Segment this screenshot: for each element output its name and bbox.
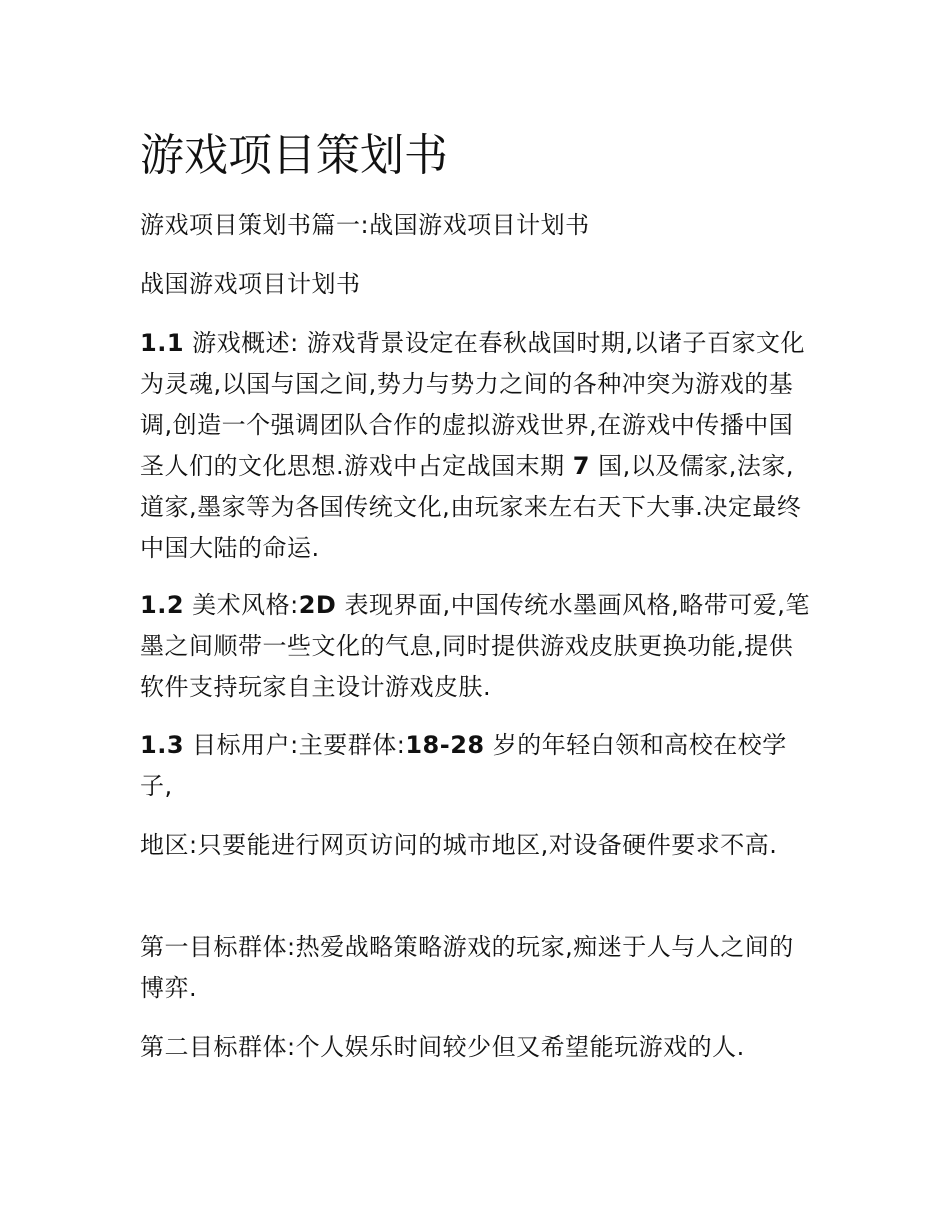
- section-text-continued: 国,以及儒家,法家,道家,墨家等为各国传统文化,由玩家来左右天下大事.决定最终中国大陆的命运.: [140, 452, 802, 562]
- region-paragraph: 地区:只要能进行网页访问的城市地区,对设备硬件要求不高.: [140, 831, 778, 859]
- target-group-1-paragraph: 第一目标群体:热爱战略策略游戏的玩家,痴迷于人与人之间的博弈.: [140, 933, 794, 1002]
- section-text: 目标用户:主要群体:: [184, 731, 406, 759]
- document-title: 游戏项目策划书: [140, 130, 448, 181]
- inline-number: 7: [572, 452, 590, 480]
- subtitle-line-1: 游戏项目策划书篇一:战国游戏项目计划书: [140, 211, 590, 239]
- section-number: 1.2: [140, 591, 185, 619]
- section-number: 1.1: [140, 329, 185, 357]
- section-text-continued: 表现界面,中国传统水墨画风格,略带可爱,笔墨之间顺带一些文化的气息,同时提供游戏皮肤更换功能,提供软件支持玩家自主设计游戏皮肤.: [140, 591, 810, 701]
- section-1-2-paragraph: [140, 585, 815, 708]
- section-text-continued: 岁的年轻白领和高校在校学子,: [140, 731, 787, 800]
- section-1-3-paragraph: [140, 725, 815, 807]
- inline-age-range: 18-28: [405, 731, 485, 759]
- target-group-2-paragraph: 第二目标群体:个人娱乐时间较少但又希望能玩游戏的人.: [140, 1033, 745, 1061]
- section-text: 游戏概述: 游戏背景设定在春秋战国时期,以诸子百家文化为灵魂,以国与国之间,势力与势力之间的各种冲突为游戏的基调,创造一个强调团队合作的虚拟游戏世界,在游戏中传播中国圣人们的文化思想.游戏中占定战国末期: [140, 329, 805, 480]
- section-1-1-paragraph: [140, 323, 815, 569]
- section-number: 1.3: [140, 731, 185, 759]
- section-text: 美术风格:: [184, 591, 299, 619]
- inline-bold-term: 2D: [298, 591, 337, 619]
- subtitle-line-2: 战国游戏项目计划书: [140, 270, 361, 298]
